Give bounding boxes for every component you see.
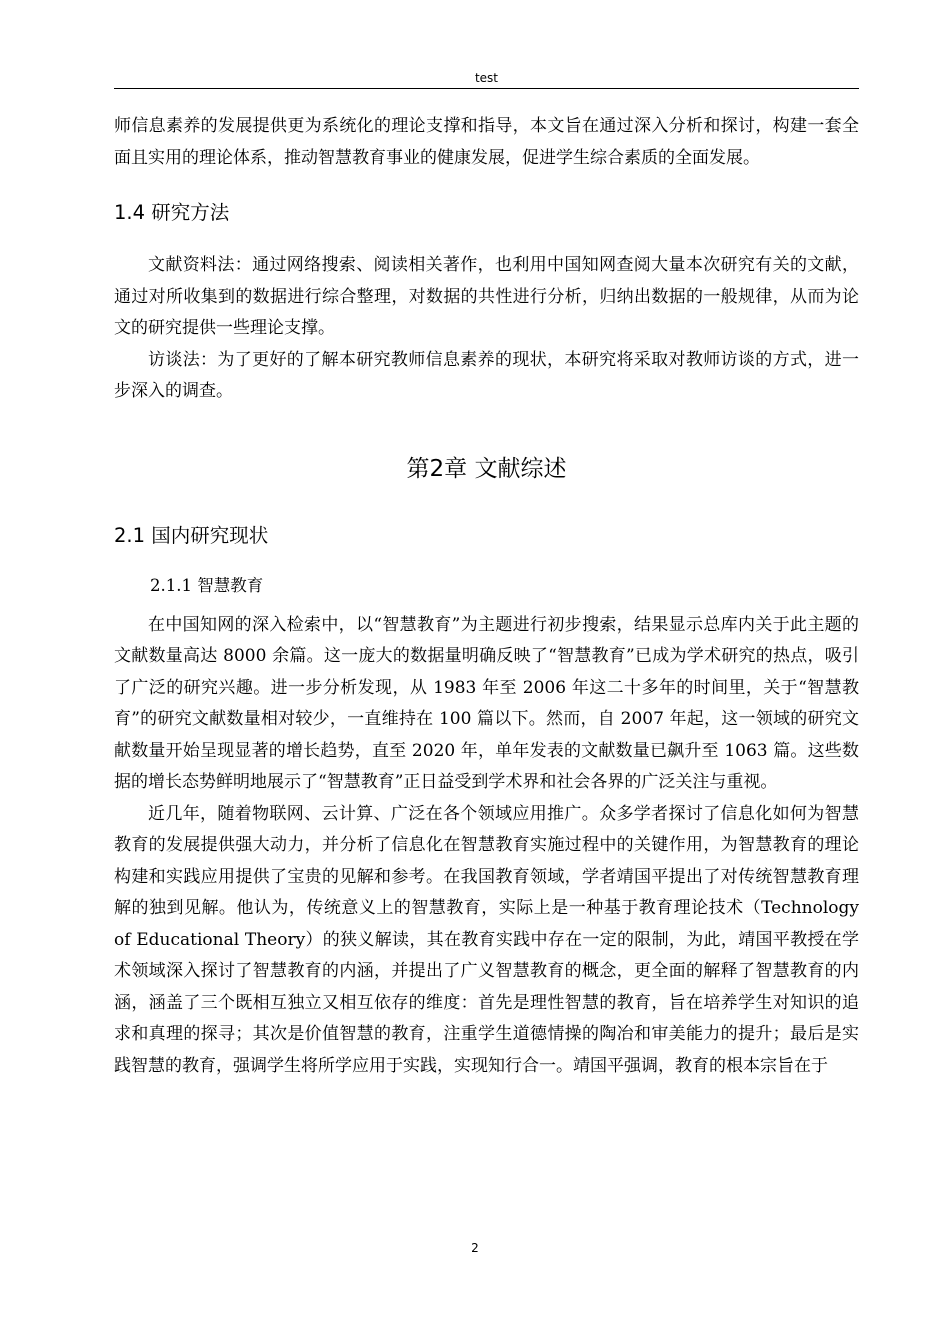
- page-header: test: [114, 70, 859, 89]
- intro-paragraph-end: 师信息素养的发展提供更为系统化的理论支撑和指导，本文旨在通过深入分析和探讨，构建一套全面且实用的理论体系，推动智慧教育事业的健康发展，促进学生综合素质的全面发展。: [114, 116, 859, 168]
- chapter-2-heading: 第2章 文献综述: [406, 455, 567, 482]
- smart-education-paragraph-1: 在中国知网的深入检索中，以“智慧教育”为主题进行初步搜索，结果显示总库内关于此主题的文献数量高达 8000 余篇。这一庞大的数据量明确反映了“智慧教育”已成为学术研究的热点，吸引了广泛的研究兴趣。进一步分析发现，从 1983 年至 2006 年这二十多年的时间里，关于“智慧教育”的研究文献数量相对较少，一直维持在 100 篇以下。然而，自 2007 年起，这一领域的研究文献数量开始呈现显著的增长趋势，直至 2020 年，单年发表的文献数量已飙升至 1063 篇。这些数据的增长态势鲜明地展示了“智慧教育”正日益受到学术界和社会各界的广泛关注与重视。: [114, 614, 859, 792]
- section-1-4-heading: 1.4 研究方法: [114, 201, 230, 224]
- method-paragraph-interview: 访谈法：为了更好的了解本研究教师信息素养的现状，本研究将采取对教师访谈的方式，进一步深入的调查。: [114, 349, 859, 401]
- method-paragraph-literature: 文献资料法：通过网络搜索、阅读相关著作，也利用中国知网查阅大量本次研究有关的文献，通过对所收集到的数据进行综合整理，对数据的共性进行分析，归纳出数据的一般规律，从而为论文的研究提供一些理论支撑。: [114, 255, 859, 338]
- page-body: [114, 111, 859, 1082]
- section-2-1-heading: 2.1 国内研究现状: [114, 523, 269, 547]
- subsection-2-1-1-heading: 2.1.1 智慧教育: [150, 575, 264, 595]
- page-number: 2: [471, 1241, 479, 1255]
- smart-education-paragraph-2: 近几年，随着物联网、云计算、广泛在各个领域应用推广。众多学者探讨了信息化如何为智慧教育的发展提供强大动力，并分析了信息化在智慧教育实施过程中的关键作用，为智慧教育的理论构建和实践应用提供了宝贵的见解和参考。在我国教育领域，学者靖国平提出了对传统智慧教育理解的独到见解。他认为，传统意义上的智慧教育，实际上是一种基于教育理论技术（Technology of Educational Theory）的狭义解读，其在教育实践中存在一定的限制，为此，靖国平教授在学术领域深入探讨了智慧教育的内涵，并提出了广义智慧教育的概念，更全面的解释了智慧教育的内涵，涵盖了三个既相互独立又相互依存的维度：首先是理性智慧的教育，旨在培养学生对知识的追求和真理的探寻；其次是价值智慧的教育，注重学生道德情操的陶冶和审美能力的提升；最后是实践智慧的教育，强调学生将所学应用于实践，实现知行合一。靖国平强调，教育的根本宗旨在于: [114, 803, 859, 1076]
